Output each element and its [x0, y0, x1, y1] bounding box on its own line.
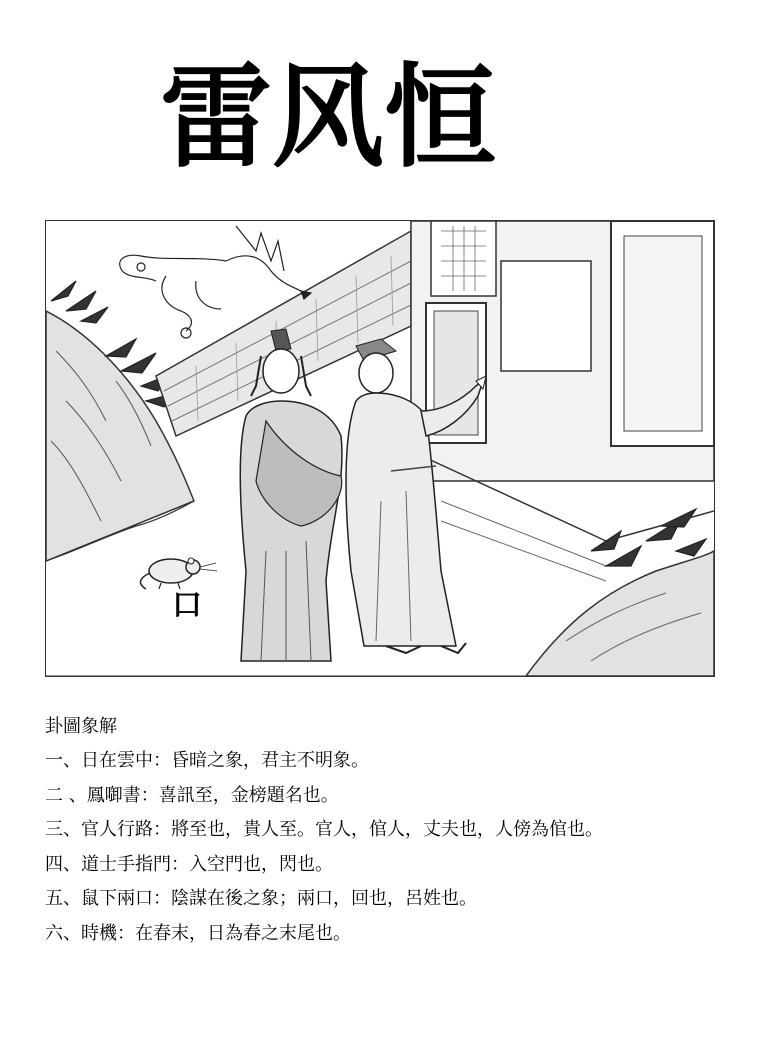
explanation-list [45, 744, 725, 951]
hexagram-illustration [45, 220, 715, 677]
explanation-heading: 卦圖象解 [45, 716, 117, 737]
explanation-item-4: 四、道士手指門：入空門也，閃也。 [45, 853, 333, 875]
mouse-figure [140, 558, 217, 589]
hexagram-explanation [45, 712, 725, 951]
explanation-item-6: 六、時機：在春末，日為春之末尾也。 [45, 922, 351, 944]
explanation-item-2: 二 、鳳啣書：喜訊至，金榜題名也。 [45, 784, 339, 806]
rock-hill-right [526, 551, 714, 676]
bamboo-cluster-right [591, 509, 706, 566]
mouth-character-label: 口 [172, 588, 202, 623]
hexagram-title: 雷风恒 [160, 53, 496, 183]
explanation-item-3: 三、官人行路：將至也，貴人至。官人，倌人，丈夫也，人傍為倌也。 [45, 819, 603, 840]
explanation-item-5: 五、鼠下兩口：陰謀在後之象；兩口，回也，呂姓也。 [45, 888, 477, 909]
explanation-item-1: 一、日在雲中：昏暗之象，君主不明象。 [45, 750, 369, 771]
